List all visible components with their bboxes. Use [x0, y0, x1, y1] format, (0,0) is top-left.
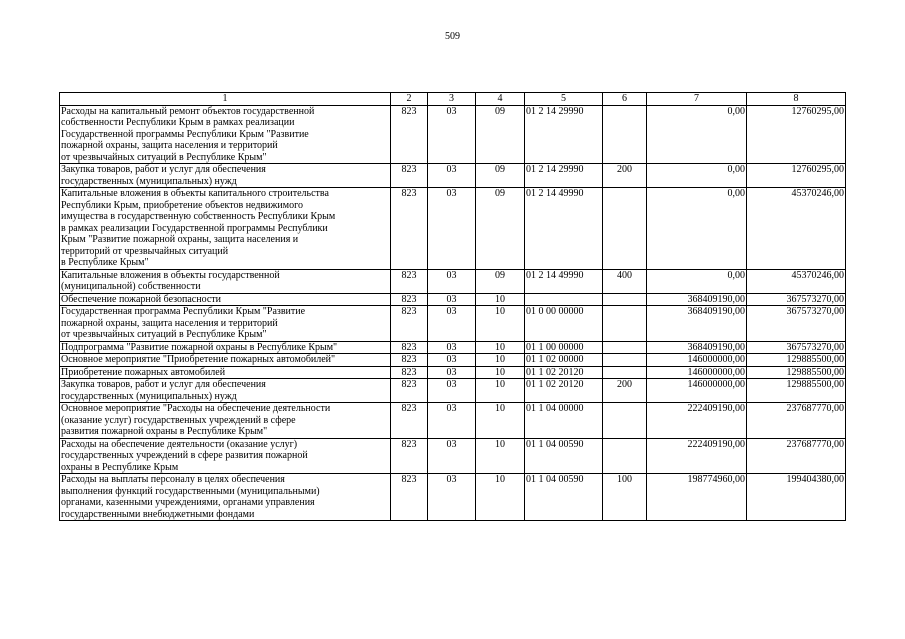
expense-name-line: Обеспечение пожарной безопасности — [61, 293, 222, 305]
expense-name-line: территорий от чрезвычайных ситуаций — [61, 245, 229, 257]
amount-col7: 146000000,00 — [647, 354, 747, 367]
expense-type-code — [603, 438, 647, 474]
expense-name-line: в Республике Крым" — [61, 257, 149, 268]
expense-type-code — [603, 366, 647, 379]
target-article-code: 01 1 04 00590 — [525, 474, 603, 521]
subsection-code: 10 — [476, 306, 525, 342]
subsection-code: 10 — [476, 354, 525, 367]
expense-type-code — [603, 188, 647, 270]
column-header: 2 — [391, 93, 428, 106]
column-header: 7 — [647, 93, 747, 106]
subsection-code: 09 — [476, 269, 525, 293]
expense-name-line: Крым "Развитие пожарной охраны, защита населения и — [61, 234, 299, 245]
expense-name — [60, 366, 391, 379]
grbs-code: 823 — [391, 269, 428, 293]
subsection-code: 10 — [476, 293, 525, 306]
expense-name-line: Расходы на выплаты персоналу в целях обеспечения — [61, 474, 285, 485]
section-code: 03 — [428, 105, 476, 164]
expense-name — [60, 341, 391, 354]
column-number-row — [60, 93, 846, 106]
grbs-code: 823 — [391, 188, 428, 270]
expense-name-line: в рамках реализации Государственной программы Республики — [61, 222, 328, 234]
subsection-code: 10 — [476, 403, 525, 439]
expense-name-line: органами, казенными учреждениями, органами управления — [61, 497, 315, 508]
table-row — [60, 354, 846, 367]
subsection-code: 10 — [476, 379, 525, 403]
expense-name-line: Государственной программы Республики Крым "Развитие — [61, 128, 309, 140]
expense-name-line: Закупка товаров, работ и услуг для обеспечения — [61, 379, 266, 390]
budget-table — [59, 92, 846, 521]
expense-name-line: государственными внебюджетными фондами — [61, 508, 255, 520]
expense-type-code — [603, 354, 647, 367]
table-row — [60, 379, 846, 403]
expense-name — [60, 354, 391, 367]
table-row — [60, 306, 846, 342]
expense-name-line: Расходы на обеспечение деятельности (оказание услуг) — [61, 438, 298, 450]
expense-name-line: имущества в государственную собственность Республики Крым — [61, 211, 336, 222]
expense-type-code — [603, 293, 647, 306]
expense-name-line: Государственная программа Республики Крым "Развитие — [61, 306, 306, 317]
table-row — [60, 438, 846, 474]
amount-col8: 199404380,00 — [747, 474, 846, 521]
expense-name — [60, 293, 391, 306]
expense-type-code — [603, 105, 647, 164]
table-row — [60, 105, 846, 164]
amount-col8: 237687770,00 — [747, 438, 846, 474]
expense-name-line: собственности Республики Крым в рамках реализации — [61, 117, 295, 128]
expense-name-line: Расходы на капитальный ремонт объектов государственной — [61, 105, 315, 117]
expense-name-line: (оказание услуг) государственных учреждений в сфере — [61, 414, 296, 426]
target-article-code: 01 2 14 49990 — [525, 269, 603, 293]
target-article-code: 01 1 00 00000 — [525, 341, 603, 354]
section-code: 03 — [428, 438, 476, 474]
expense-name — [60, 438, 391, 474]
subsection-code: 10 — [476, 366, 525, 379]
expense-name-line: Закупка товаров, работ и услуг для обеспечения — [61, 164, 266, 175]
expense-type-code: 100 — [603, 474, 647, 521]
expense-name-line: от чрезвычайных ситуаций в Республике Крым" — [61, 329, 267, 340]
grbs-code: 823 — [391, 105, 428, 164]
amount-col7: 146000000,00 — [647, 379, 747, 403]
amount-col8: 129885500,00 — [747, 366, 846, 379]
expense-name-line: развития пожарной охраны в Республике Крым" — [61, 426, 268, 437]
expense-name-line: Капитальные вложения в объекты капитального строительства — [61, 188, 329, 199]
subsection-code: 10 — [476, 341, 525, 354]
target-article-code: 01 2 14 29990 — [525, 164, 603, 188]
expense-name — [60, 188, 391, 270]
table-row — [60, 474, 846, 521]
expense-type-code: 200 — [603, 379, 647, 403]
section-code: 03 — [428, 474, 476, 521]
expense-type-code — [603, 403, 647, 439]
target-article-code — [525, 293, 603, 306]
column-header: 3 — [428, 93, 476, 106]
expense-name — [60, 306, 391, 342]
expense-name — [60, 379, 391, 403]
grbs-code: 823 — [391, 306, 428, 342]
grbs-code: 823 — [391, 474, 428, 521]
expense-name — [60, 403, 391, 439]
expense-name-line: выполнения функций государственными (муниципальными) — [61, 485, 320, 497]
expense-name-line: государственных (муниципальных) нужд — [61, 175, 237, 187]
subsection-code: 10 — [476, 474, 525, 521]
table-row — [60, 403, 846, 439]
column-header: 4 — [476, 93, 525, 106]
amount-col7: 0,00 — [647, 269, 747, 293]
grbs-code: 823 — [391, 438, 428, 474]
section-code: 03 — [428, 164, 476, 188]
target-article-code: 01 1 02 20120 — [525, 366, 603, 379]
subsection-code: 09 — [476, 105, 525, 164]
expense-name-line: Основное мероприятие "Приобретение пожарных автомобилей" — [61, 354, 336, 365]
grbs-code: 823 — [391, 379, 428, 403]
amount-col7: 222409190,00 — [647, 438, 747, 474]
expense-type-code: 200 — [603, 164, 647, 188]
target-article-code: 01 1 02 00000 — [525, 354, 603, 367]
expense-name — [60, 105, 391, 164]
expense-name-line: пожарной охраны, защита населения и территорий — [61, 140, 278, 151]
subsection-code: 09 — [476, 164, 525, 188]
section-code: 03 — [428, 269, 476, 293]
expense-type-code — [603, 306, 647, 342]
section-code: 03 — [428, 341, 476, 354]
column-header: 8 — [747, 93, 846, 106]
amount-col8: 237687770,00 — [747, 403, 846, 439]
amount-col8: 45370246,00 — [747, 188, 846, 270]
amount-col7: 0,00 — [647, 188, 747, 270]
expense-type-code: 400 — [603, 269, 647, 293]
section-code: 03 — [428, 354, 476, 367]
expense-name — [60, 269, 391, 293]
column-header: 5 — [525, 93, 603, 106]
expense-name-line: Республики Крым, приобретение объектов недвижимого — [61, 199, 303, 211]
amount-col7: 146000000,00 — [647, 366, 747, 379]
expense-name-line: государственных (муниципальных) нужд — [61, 390, 237, 402]
target-article-code: 01 1 04 00000 — [525, 403, 603, 439]
table-row — [60, 164, 846, 188]
amount-col8: 367573270,00 — [747, 306, 846, 342]
table-row — [60, 293, 846, 306]
amount-col7: 0,00 — [647, 164, 747, 188]
page-number: 509 — [445, 31, 460, 42]
expense-name-line: Основное мероприятие "Расходы на обеспечение деятельности — [61, 403, 331, 414]
expense-name-line: государственных учреждений в сфере развития пожарной — [61, 450, 308, 461]
expense-name-line: Приобретение пожарных автомобилей — [61, 366, 226, 378]
amount-col7: 368409190,00 — [647, 341, 747, 354]
expense-name — [60, 474, 391, 521]
amount-col8: 367573270,00 — [747, 341, 846, 354]
table-row — [60, 269, 846, 293]
expense-name-line: охраны в Республике Крым — [61, 461, 179, 473]
grbs-code: 823 — [391, 354, 428, 367]
amount-col7: 198774960,00 — [647, 474, 747, 521]
target-article-code: 01 2 14 29990 — [525, 105, 603, 164]
target-article-code: 01 2 14 49990 — [525, 188, 603, 270]
amount-col8: 45370246,00 — [747, 269, 846, 293]
section-code: 03 — [428, 403, 476, 439]
subsection-code: 09 — [476, 188, 525, 270]
target-article-code: 01 1 04 00590 — [525, 438, 603, 474]
section-code: 03 — [428, 188, 476, 270]
target-article-code: 01 1 02 20120 — [525, 379, 603, 403]
table-body — [60, 105, 846, 521]
expense-name — [60, 164, 391, 188]
amount-col8: 129885500,00 — [747, 379, 846, 403]
grbs-code: 823 — [391, 366, 428, 379]
subsection-code: 10 — [476, 438, 525, 474]
table-row — [60, 341, 846, 354]
expense-name-line: пожарной охраны, защита населения и территорий — [61, 317, 278, 329]
grbs-code: 823 — [391, 164, 428, 188]
expense-name-line: от чрезвычайных ситуаций в Республике Крым" — [61, 151, 267, 163]
expense-type-code — [603, 341, 647, 354]
expense-name-line: Капитальные вложения в объекты государственной — [61, 269, 280, 281]
target-article-code: 01 0 00 00000 — [525, 306, 603, 342]
grbs-code: 823 — [391, 341, 428, 354]
column-header: 6 — [603, 93, 647, 106]
table-row — [60, 188, 846, 270]
amount-col7: 368409190,00 — [647, 293, 747, 306]
grbs-code: 823 — [391, 293, 428, 306]
table-row — [60, 366, 846, 379]
amount-col7: 368409190,00 — [647, 306, 747, 342]
expense-name-line: Подпрограмма "Развитие пожарной охраны в Республике Крым" — [61, 341, 338, 353]
amount-col8: 129885500,00 — [747, 354, 846, 367]
section-code: 03 — [428, 293, 476, 306]
column-header: 1 — [60, 93, 391, 106]
amount-col8: 12760295,00 — [747, 164, 846, 188]
expense-name-line: (муниципальной) собственности — [61, 281, 201, 292]
amount-col8: 367573270,00 — [747, 293, 846, 306]
grbs-code: 823 — [391, 403, 428, 439]
section-code: 03 — [428, 379, 476, 403]
amount-col8: 12760295,00 — [747, 105, 846, 164]
amount-col7: 222409190,00 — [647, 403, 747, 439]
amount-col7: 0,00 — [647, 105, 747, 164]
section-code: 03 — [428, 366, 476, 379]
section-code: 03 — [428, 306, 476, 342]
